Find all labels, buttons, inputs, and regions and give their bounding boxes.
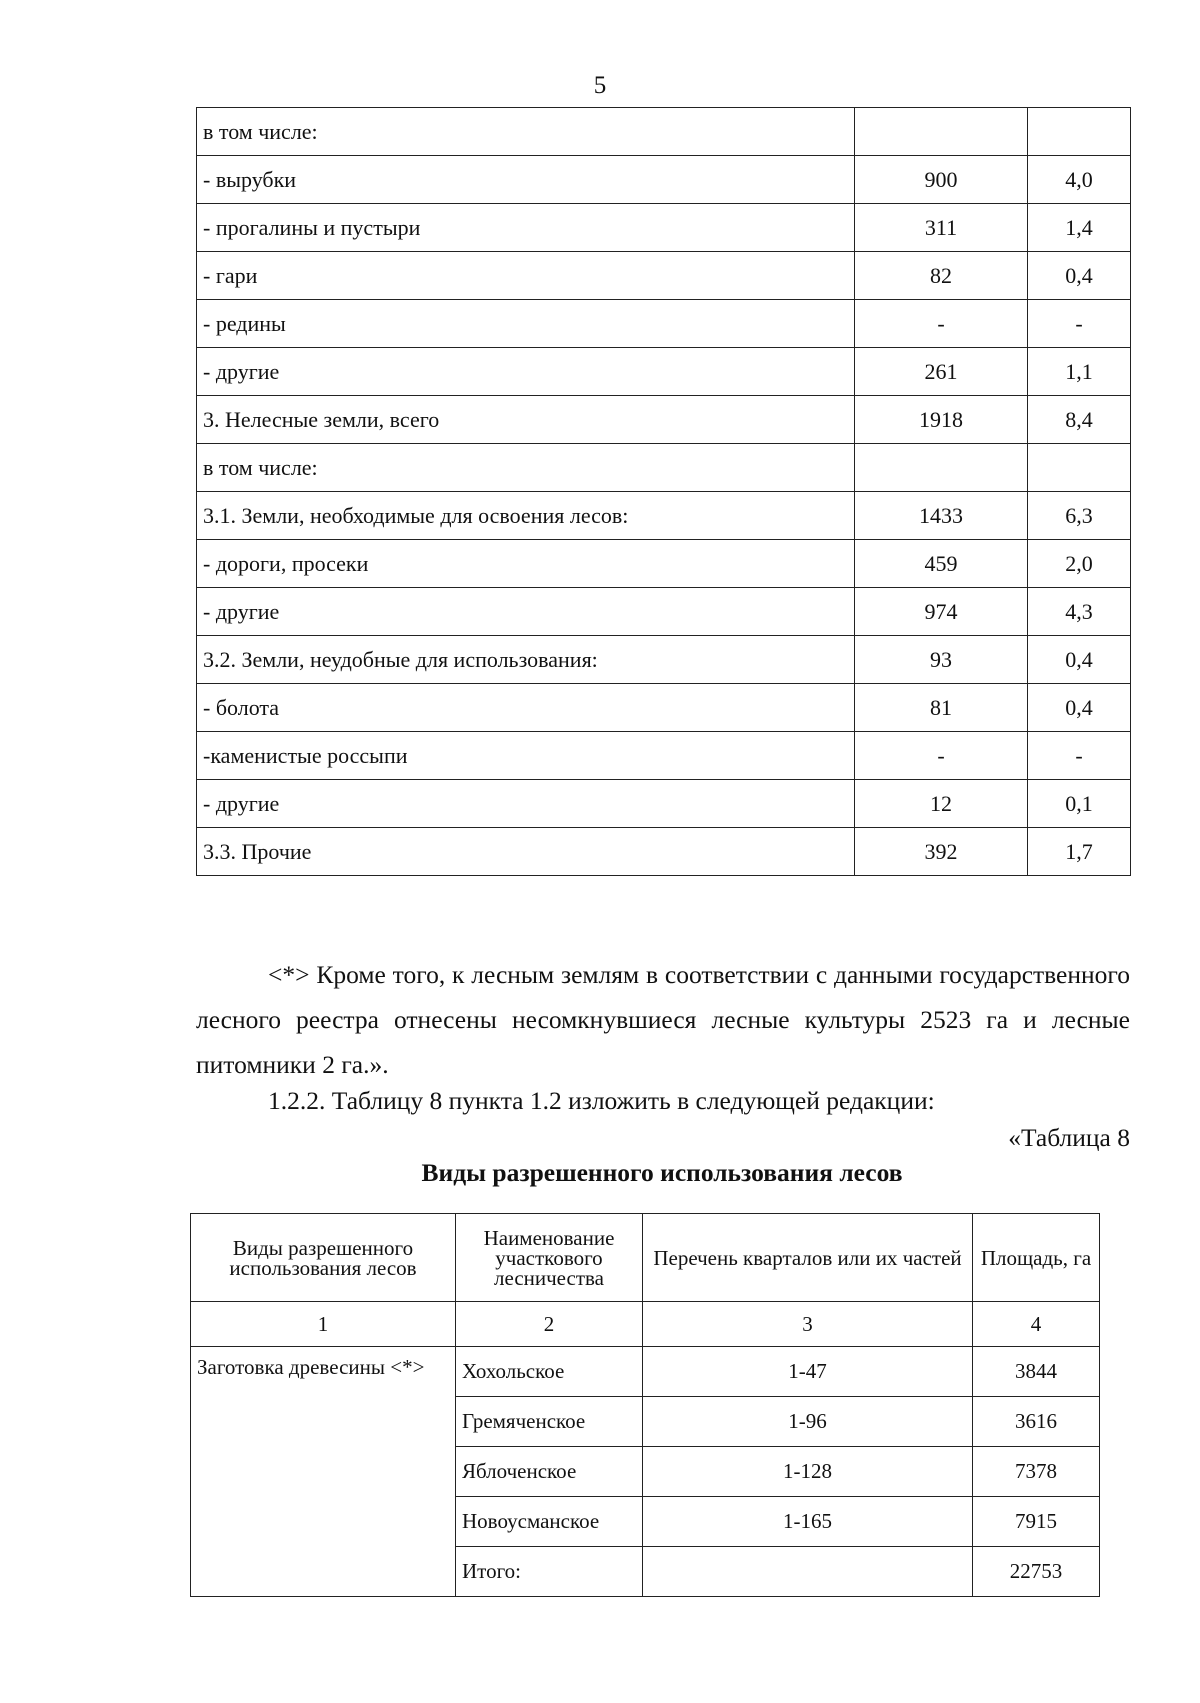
row-percent: 1,7 bbox=[1028, 828, 1131, 876]
row-area: 1918 bbox=[855, 396, 1028, 444]
table-row bbox=[197, 444, 1131, 492]
row-area: 81 bbox=[855, 684, 1028, 732]
column-header: Площадь, га bbox=[973, 1214, 1100, 1302]
row-label: - другие bbox=[197, 780, 855, 828]
row-percent: 1,1 bbox=[1028, 348, 1131, 396]
column-header: Наименование участкового лесничества bbox=[456, 1214, 643, 1302]
use-kind-cell: Заготовка древесины <*> bbox=[191, 1347, 456, 1597]
column-number-row bbox=[191, 1302, 1100, 1347]
row-area: 311 bbox=[855, 204, 1028, 252]
row-label: - дороги, просеки bbox=[197, 540, 855, 588]
column-number: 4 bbox=[973, 1302, 1100, 1347]
table-row bbox=[197, 588, 1131, 636]
forestry-name: Гремяченское bbox=[456, 1397, 643, 1447]
row-label: - вырубки bbox=[197, 156, 855, 204]
row-label: - редины bbox=[197, 300, 855, 348]
row-percent bbox=[1028, 108, 1131, 156]
column-number: 1 bbox=[191, 1302, 456, 1347]
table-row bbox=[197, 636, 1131, 684]
table-label: «Таблица 8 bbox=[1008, 1123, 1130, 1152]
area-value: 3844 bbox=[973, 1347, 1100, 1397]
row-area: 900 bbox=[855, 156, 1028, 204]
forestry-name: Итого: bbox=[456, 1547, 643, 1597]
area-value: 7378 bbox=[973, 1447, 1100, 1497]
forestry-name: Новоусманское bbox=[456, 1497, 643, 1547]
row-area: 1433 bbox=[855, 492, 1028, 540]
instruction-paragraph: 1.2.2. Таблицу 8 пункта 1.2 изложить в следующей редакции: bbox=[268, 1086, 935, 1115]
row-percent: 2,0 bbox=[1028, 540, 1131, 588]
row-area bbox=[855, 444, 1028, 492]
table-row bbox=[191, 1347, 1100, 1397]
row-label: - болота bbox=[197, 684, 855, 732]
land-categories-table bbox=[196, 107, 1131, 876]
quarters-list: 1-128 bbox=[643, 1447, 973, 1497]
row-label: - другие bbox=[197, 348, 855, 396]
row-area: 93 bbox=[855, 636, 1028, 684]
footnote-paragraph: <*> Кроме того, к лесным землям в соответствии с данными государственного лесного реестра отнесены несомкнувшиеся лесные культуры 2523 га и лесные питомники 2 га.». bbox=[196, 960, 1130, 1079]
row-label: в том числе: bbox=[197, 444, 855, 492]
row-label: 3.1. Земли, необходимые для освоения лесов: bbox=[197, 492, 855, 540]
forestry-name: Яблоченское bbox=[456, 1447, 643, 1497]
table-row bbox=[197, 252, 1131, 300]
table-row bbox=[197, 396, 1131, 444]
row-label: 3.2. Земли, неудобные для использования: bbox=[197, 636, 855, 684]
quarters-list bbox=[643, 1547, 973, 1597]
forestry-name: Хохольское bbox=[456, 1347, 643, 1397]
row-area: 82 bbox=[855, 252, 1028, 300]
quarters-list: 1-96 bbox=[643, 1397, 973, 1447]
row-area: 459 bbox=[855, 540, 1028, 588]
row-area: - bbox=[855, 732, 1028, 780]
quarters-list: 1-47 bbox=[643, 1347, 973, 1397]
table-row bbox=[197, 348, 1131, 396]
permitted-use-table bbox=[190, 1213, 1100, 1597]
table-row bbox=[197, 492, 1131, 540]
column-number: 2 bbox=[456, 1302, 643, 1347]
row-label: в том числе: bbox=[197, 108, 855, 156]
table-row bbox=[197, 540, 1131, 588]
header-row bbox=[191, 1214, 1100, 1302]
table-row bbox=[197, 204, 1131, 252]
row-label: - другие bbox=[197, 588, 855, 636]
row-area: - bbox=[855, 300, 1028, 348]
table-row bbox=[197, 780, 1131, 828]
column-header: Виды разрешенного использования лесов bbox=[191, 1214, 456, 1302]
row-percent: 0,1 bbox=[1028, 780, 1131, 828]
page-number: 5 bbox=[593, 72, 607, 99]
table-row bbox=[197, 300, 1131, 348]
row-area: 261 bbox=[855, 348, 1028, 396]
row-percent: 0,4 bbox=[1028, 636, 1131, 684]
row-percent: - bbox=[1028, 300, 1131, 348]
row-label: - гари bbox=[197, 252, 855, 300]
row-area bbox=[855, 108, 1028, 156]
area-value: 3616 bbox=[973, 1397, 1100, 1447]
column-number: 3 bbox=[643, 1302, 973, 1347]
table-row bbox=[197, 732, 1131, 780]
row-percent: 4,0 bbox=[1028, 156, 1131, 204]
row-percent bbox=[1028, 444, 1131, 492]
quarters-list: 1-165 bbox=[643, 1497, 973, 1547]
row-label: 3. Нелесные земли, всего bbox=[197, 396, 855, 444]
table-row bbox=[197, 156, 1131, 204]
table-row bbox=[197, 108, 1131, 156]
row-label: -каменистые россыпи bbox=[197, 732, 855, 780]
table-title: Виды разрешенного использования лесов bbox=[421, 1158, 903, 1187]
row-percent: 6,3 bbox=[1028, 492, 1131, 540]
row-percent: 8,4 bbox=[1028, 396, 1131, 444]
row-percent: 4,3 bbox=[1028, 588, 1131, 636]
row-label: - прогалины и пустыри bbox=[197, 204, 855, 252]
row-percent: 0,4 bbox=[1028, 252, 1131, 300]
row-label: 3.3. Прочие bbox=[197, 828, 855, 876]
row-percent: - bbox=[1028, 732, 1131, 780]
row-area: 392 bbox=[855, 828, 1028, 876]
table-row bbox=[197, 828, 1131, 876]
column-header: Перечень кварталов или их частей bbox=[643, 1214, 973, 1302]
row-percent: 0,4 bbox=[1028, 684, 1131, 732]
row-percent: 1,4 bbox=[1028, 204, 1131, 252]
area-value: 22753 bbox=[973, 1547, 1100, 1597]
table-row bbox=[197, 684, 1131, 732]
area-value: 7915 bbox=[973, 1497, 1100, 1547]
row-area: 974 bbox=[855, 588, 1028, 636]
row-area: 12 bbox=[855, 780, 1028, 828]
